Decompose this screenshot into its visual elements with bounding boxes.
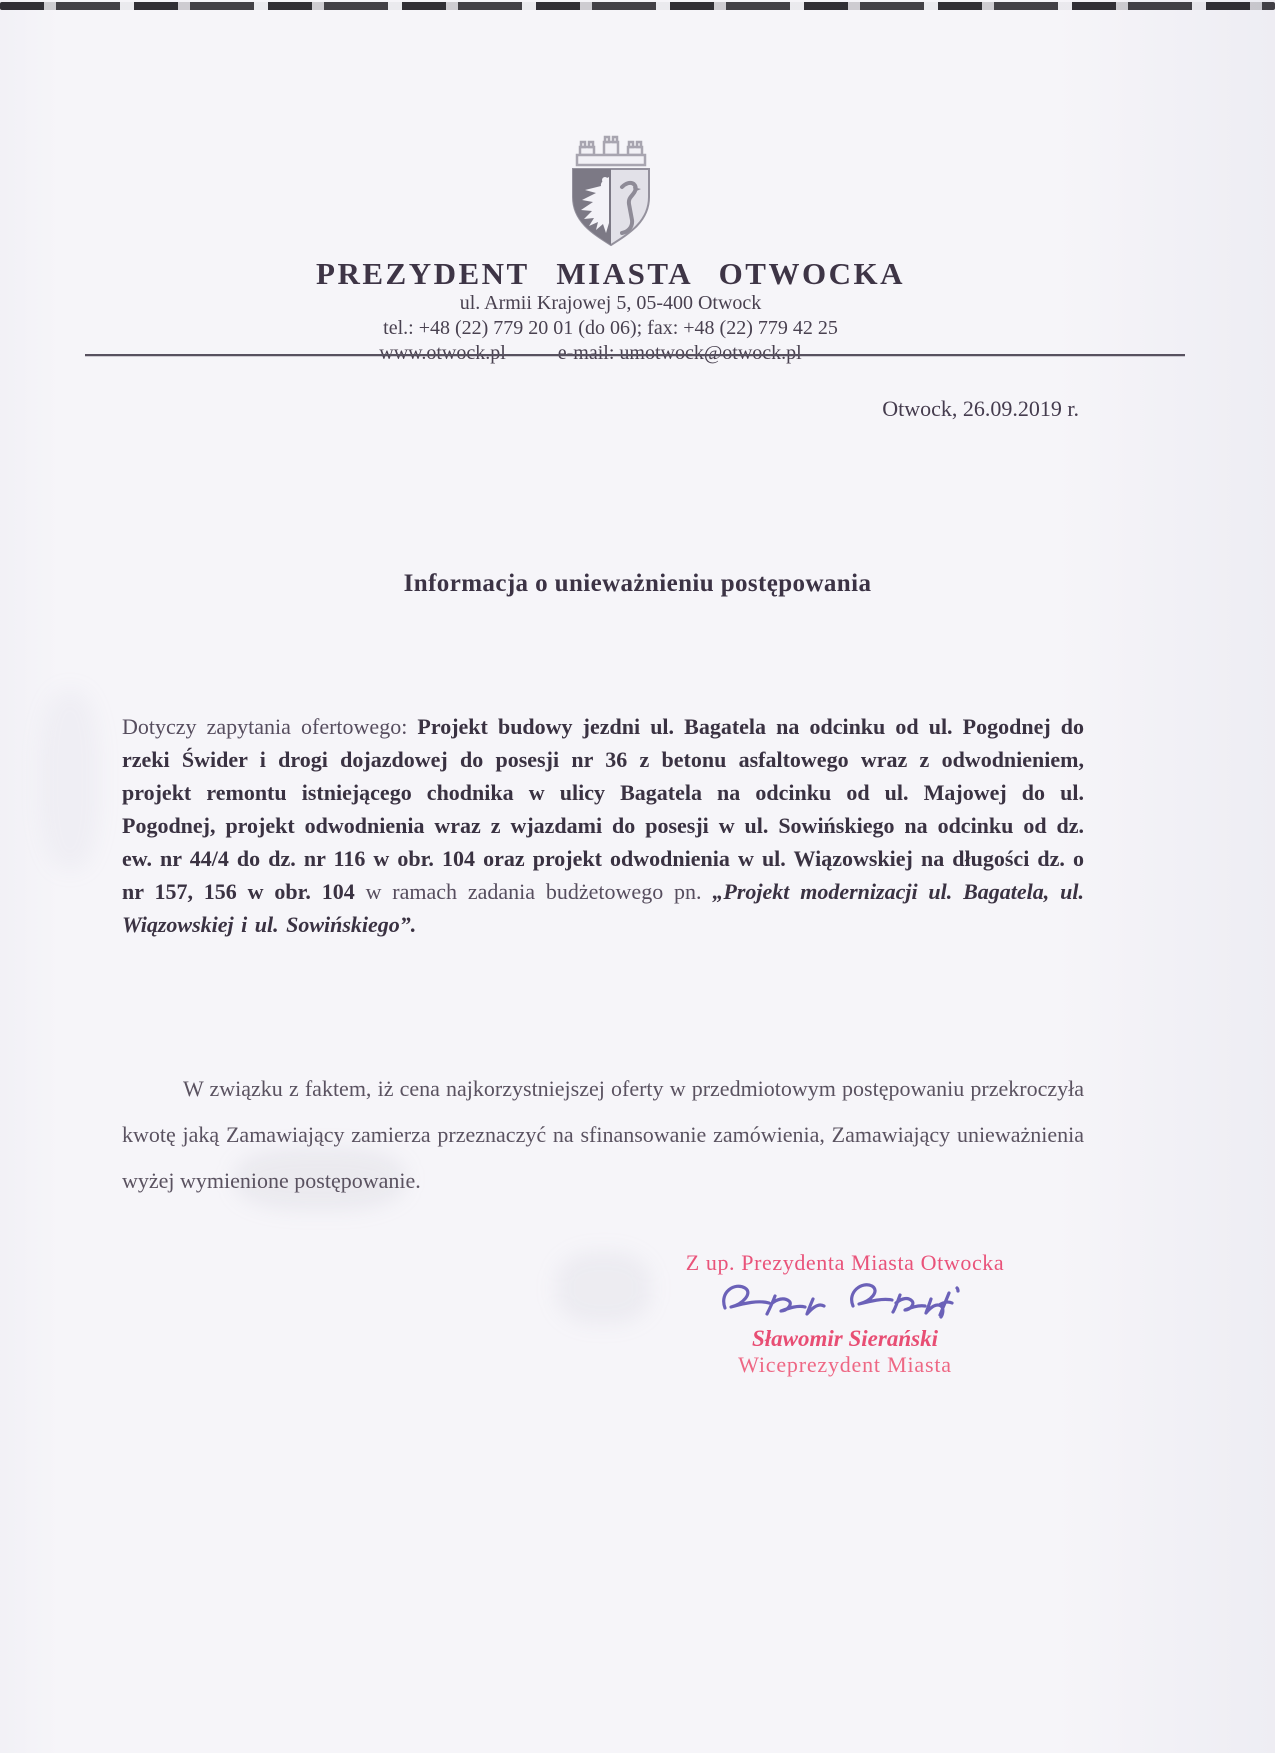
authorization-line: Z up. Prezydenta Miasta Otwocka xyxy=(685,1250,1005,1275)
scan-artifact-blotch xyxy=(40,690,100,870)
paragraph-cancellation-reason: W związku z faktem, iż cena najkorzystniejszej oferty w przedmiotowym postępowaniu przekroczyła kwotę jaką Zamawiający zamierza przeznaczyć na sfinansowanie zamówienia, Zamawiający unieważnienia wyżej wymienione postępowanie. xyxy=(122,1076,1084,1193)
org-name: PREZYDENT MIASTA OTWOCKA xyxy=(316,256,905,291)
date-line: Otwock, 26.09.2019 r. xyxy=(882,396,1079,421)
subject-project-description: Projekt budowy jezdni ul. Bagatela na odcinku od ul. Pogodnej do rzeki Świder i drogi dojazdowej do posesji nr 36 z betonu asfaltowego wraz z odwodnieniem, projekt remontu istniejącego chodnika w ulicy Bagatela na odcinku od ul. Majowej do ul. Pogodnej, projekt odwodnienia wraz z wjazdami do posesji w ul. Sowińskiego na odcinku od dz. ew. nr 44/4 do dz. nr 116 w obr. 104 oraz projekt odwodnienia w ul. Wiązowskiej na długości dz. o nr 157, 156 w obr. 104 xyxy=(122,714,1084,904)
letterhead-divider xyxy=(85,354,1185,356)
letterhead-email: e-mail: umotwock@otwock.pl xyxy=(557,342,802,364)
letterhead-address: ul. Armii Krajowej 5, 05-400 Otwock xyxy=(459,292,762,314)
signature-block xyxy=(620,1250,1070,1378)
subject-lead: Dotyczy zapytania ofertowego: xyxy=(122,714,418,739)
letterhead-phone-fax: tel.: +48 (22) 779 20 01 (do 06); fax: +48 (22) 779 42 25 xyxy=(383,317,838,339)
subject-budget-task-lead: w ramach zadania budżetowego pn. xyxy=(354,879,713,904)
paragraph-subject xyxy=(122,710,1084,941)
signer-name: Sławomir Sierański xyxy=(752,1326,938,1351)
scan-artifact-top-edge xyxy=(0,2,1275,10)
letterhead-website: www.otwock.pl xyxy=(379,342,506,364)
document-title: Informacja o unieważnieniu postępowania xyxy=(403,570,872,597)
signer-title: Wiceprezydent Miasta xyxy=(738,1352,952,1377)
subject-budget-task-name: „Projekt modernizacji ul. Bagatela, ul. Wiązowskiej i ul. Sowińskiego”. xyxy=(122,879,1084,937)
handwritten-signature-icon xyxy=(695,1274,995,1332)
otwock-coat-of-arms-icon xyxy=(550,135,672,253)
letterhead xyxy=(0,135,1248,366)
